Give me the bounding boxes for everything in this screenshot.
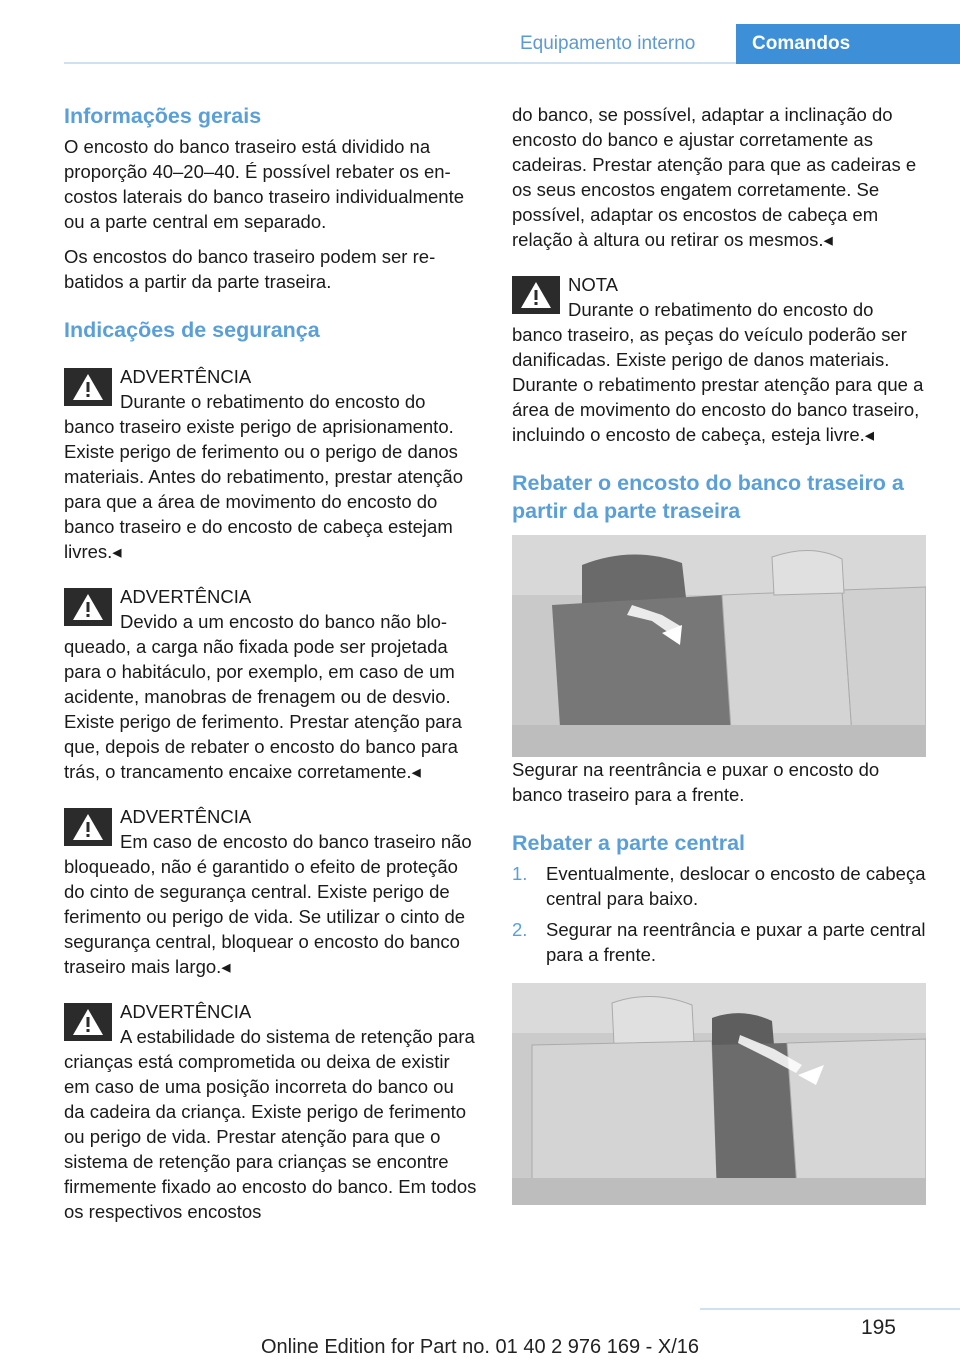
photo-caption: Segurar na reentrância e puxar o encosto do banco traseiro para a frente. bbox=[512, 759, 880, 805]
center-seat-illustration bbox=[512, 983, 926, 1205]
warning-text: Em caso de encosto do banco traseiro não bloqueado, não é garantido o efeito de proteção do cinto de segurança central. Existe perigo de ferimento ou perigo de vida. Se utilizar o cinto de segurança central, bloquear o encosto do banco traseiro mais largo.◂ bbox=[64, 831, 472, 977]
page-number: 195 bbox=[860, 1316, 896, 1339]
note-label: NOTA bbox=[568, 274, 619, 295]
section-tab[interactable]: Equipamento interno bbox=[520, 33, 696, 54]
warning-text: Durante o rebatimento do encosto do banco traseiro existe perigo de aprisionamento. Existe perigo de ferimento ou o perigo de danos materiais. Antes do rebatimento, prestar atenção para que a área de movimento do encosto do banco traseiro e do encosto de cabeça estejam livres.◂ bbox=[64, 391, 463, 562]
warning-block bbox=[64, 364, 478, 564]
warning-block bbox=[64, 804, 478, 979]
warning-icon bbox=[64, 368, 112, 406]
warning-label: ADVERTÊNCIA bbox=[120, 806, 252, 827]
step-text: Eventualmente, deslocar o encosto de cabeça central para baixo. bbox=[546, 863, 926, 909]
rear-seat-illustration bbox=[512, 535, 926, 757]
warning-label: ADVERTÊNCIA bbox=[120, 586, 252, 607]
rear-seat-fold-photo bbox=[512, 535, 926, 757]
list-item bbox=[512, 917, 926, 967]
warning-label: ADVERTÊNCIA bbox=[120, 1001, 252, 1022]
note-block bbox=[512, 272, 926, 447]
paragraph: Os encostos do banco traseiro podem ser rebatidos a partir da parte traseira. bbox=[64, 246, 436, 292]
edition-footer: Online Edition for Part no. 01 40 2 976 169 - X/16 bbox=[260, 1336, 700, 1358]
steps-list bbox=[512, 861, 926, 967]
heading-general-info: Informações gerais bbox=[64, 104, 262, 128]
step-number: 1. bbox=[512, 863, 528, 884]
footer-rule bbox=[700, 1308, 960, 1310]
heading-fold-from-rear: Rebater o encosto do banco traseiro a partir da parte traseira bbox=[512, 471, 904, 523]
step-text: Segurar na reentrância e puxar a parte central para a frente. bbox=[546, 919, 926, 965]
warning-icon bbox=[64, 1003, 112, 1041]
warning-block bbox=[64, 584, 478, 784]
right-column bbox=[512, 102, 926, 1205]
paragraph: do banco, se possível, adaptar a inclinação do encosto do banco e ajustar corretamente as cadeiras. Prestar atenção para que as cadeiras e os seus encostos engatem corretamente. Se possível, adaptar os encostos de cabeça em relação à altura ou retirar os mesmos.◂ bbox=[512, 104, 917, 250]
warning-icon bbox=[512, 276, 560, 314]
list-item bbox=[512, 861, 926, 911]
warning-icon bbox=[64, 588, 112, 626]
paragraph: O encosto do banco traseiro está dividido na proporção 40–20–40. É possível rebater os encostos laterais do banco traseiro individualmente ou a parte central em separado. bbox=[64, 136, 465, 232]
warning-label: ADVERTÊNCIA bbox=[120, 366, 252, 387]
warning-block bbox=[64, 999, 478, 1224]
heading-safety: Indicações de segurança bbox=[64, 318, 320, 342]
left-column bbox=[64, 102, 478, 1224]
chapter-tab[interactable]: Comandos bbox=[736, 24, 960, 64]
warning-text: Devido a um encosto do banco não bloqueado, a carga não fixada pode ser projetada para o habitáculo, por exemplo, em caso de um acidente, manobras de frenagem ou de desvio. Existe perigo de ferimento. Prestar atenção para que, depois de rebater o encosto do banco para trás, o trancamento encaixe corretamente.◂ bbox=[64, 611, 462, 782]
center-seat-fold-photo bbox=[512, 983, 926, 1205]
heading-center-part: Rebater a parte central bbox=[512, 831, 746, 855]
note-text: Durante o rebatimento do encosto do banco traseiro, as peças do veículo poderão ser danificadas. Existe perigo de danos materiais. Durante o rebatimento prestar atenção para que a área de movimento do encosto do banco traseiro, incluindo o encosto de cabeça, esteja livre.◂ bbox=[512, 299, 924, 445]
step-number: 2. bbox=[512, 919, 528, 940]
warning-text: A estabilidade do sistema de retenção para crianças está comprometida ou deixa de existir em caso de uma posição incorreta do banco ou da cadeira da criança. Existe perigo de ferimento ou perigo de vida. Prestar atenção para que o sistema de retenção para crianças se encontre firmemente fixado ao encosto do banco. Em todos os respectivos encostos bbox=[64, 1026, 477, 1222]
warning-icon bbox=[64, 808, 112, 846]
